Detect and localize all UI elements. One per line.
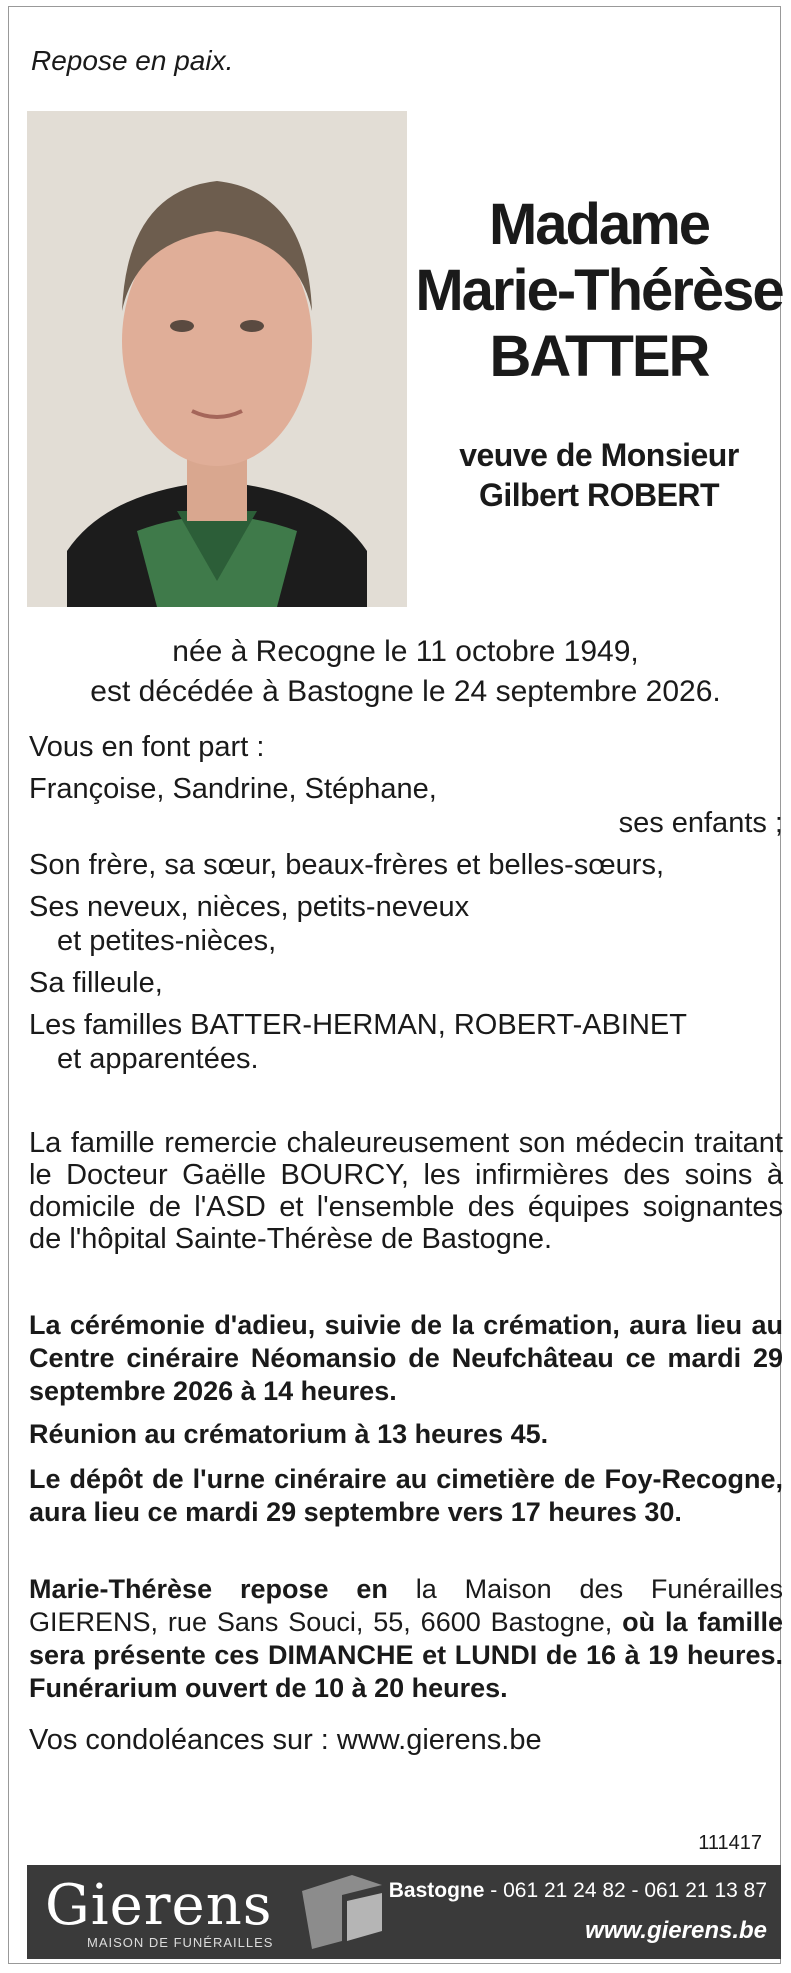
viewing-part-3: où la famille sera présente ces DIMANCHE et LUNDI de 16 à 19 heures. Funérarium ouvert de 10 à 20 heures.	[29, 1607, 783, 1703]
brand-mark-icon	[292, 1871, 392, 1953]
viewing-part-1: Marie-Thérèse repose en	[29, 1574, 388, 1604]
siblings-line: Son frère, sa sœur, beaux-frères et belles-sœurs,	[29, 849, 664, 881]
families-line-2: et apparentées.	[57, 1043, 259, 1075]
reference-number: 111417	[698, 1832, 762, 1854]
families-line-1: Les familles BATTER-HERMAN, ROBERT-ABINET	[29, 1009, 687, 1041]
family-intro: Vous en font part :	[29, 731, 265, 763]
meeting-paragraph: Réunion au crématorium à 13 heures 45.	[29, 1419, 549, 1449]
nephews-line-1: Ses neveux, nièces, petits-neveux	[29, 891, 470, 923]
viewing-part-2: la Maison des Funérailles GIERENS, rue Sans Souci, 55, 6600 Bastogne,	[29, 1574, 783, 1637]
portrait-illustration	[27, 111, 407, 607]
condolences-line: Vos condoléances sur : www.gierens.be	[29, 1724, 542, 1756]
footer-website-link[interactable]: www.gierens.be	[585, 1917, 767, 1944]
spouse-line-1: veuve de Monsieur	[459, 437, 739, 473]
birth-line: née à Recogne le 11 octobre 1949,	[172, 635, 639, 668]
footer-contact	[389, 1879, 767, 1903]
name-title: Madame	[488, 192, 710, 257]
children-role: ses enfants ;	[618, 807, 783, 839]
footer-city: Bastogne	[388, 1879, 485, 1902]
death-line: est décédée à Bastogne le 24 septembre 2026.	[90, 675, 721, 708]
thanks-paragraph: La famille remercie chaleureusement son médecin traitant le Docteur Gaëlle BOURCY, les infirmières des soins à domicile de l'ASD et l'ensemble des équipes soignantes de l'hôpital Sainte-Thérèse de Bastogne.	[29, 1127, 783, 1255]
intro-text: Repose en paix.	[31, 45, 234, 76]
goddaughter-line: Sa filleule,	[29, 967, 163, 999]
ceremony-paragraph: La cérémonie d'adieu, suivie de la crémation, aura lieu au Centre cinéraire Néomansio de Neufchâteau ce mardi 29 septembre 2026 à 14 heures.	[29, 1310, 783, 1406]
name-first: Marie-Thérèse	[415, 258, 783, 323]
life-dates	[19, 632, 791, 712]
footer-banner	[27, 1865, 781, 1959]
brand-logo: Gierens	[45, 1873, 273, 1938]
portrait-photo	[27, 111, 407, 607]
spouse-line-2: Gilbert ROBERT	[478, 477, 720, 513]
spouse-info	[414, 435, 784, 515]
family-list	[29, 730, 783, 1076]
viewing-paragraph	[29, 1573, 783, 1705]
deceased-name	[414, 192, 784, 390]
brand-tagline: MAISON DE FUNÉRAILLES	[87, 1935, 274, 1950]
footer-phones: - 061 21 24 82 - 061 21 13 87	[484, 1879, 767, 1902]
urn-paragraph: Le dépôt de l'urne cinéraire au cimetière de Foy-Recogne, aura lieu ce mardi 29 septembre vers 17 heures 30.	[29, 1464, 783, 1527]
obituary-frame	[8, 6, 781, 1964]
nephews-line-2: et petites-nièces,	[57, 925, 277, 957]
name-surname: BATTER	[489, 324, 709, 389]
children-names: Françoise, Sandrine, Stéphane,	[29, 773, 437, 805]
